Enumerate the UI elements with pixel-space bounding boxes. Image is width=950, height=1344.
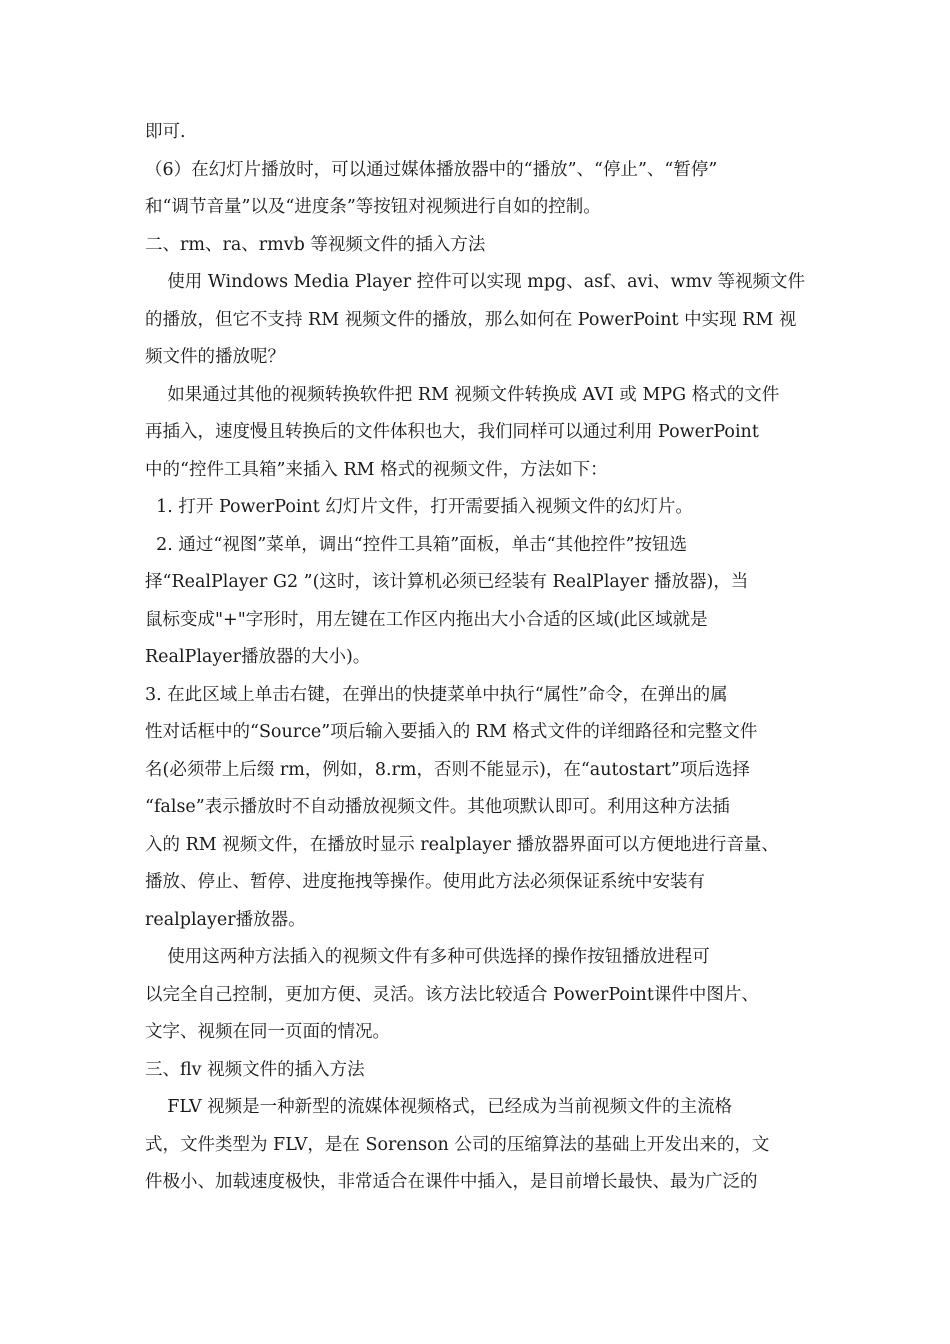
text-line: realplayer播放器。 bbox=[145, 909, 306, 930]
text-line: 播放、停止、暂停、进度拖拽等操作。使用此方法必须保证系统中安装有 bbox=[145, 872, 705, 892]
text-line: 频文件的播放呢？ bbox=[145, 347, 285, 367]
text-line: （6）在幻灯片播放时，可以通过媒体播放器中的“播放”、“停止”、“暂停” bbox=[145, 159, 718, 180]
list-item: 2. 通过“视图”菜单，调出“控件工具箱”面板，单击“其他控件”按钮选 bbox=[145, 534, 688, 555]
list-item: 3. 在此区域上单击右键，在弹出的快捷菜单中执行“属性”命令，在弹出的属 bbox=[145, 684, 728, 705]
text-line: RealPlayer播放器的大小)。 bbox=[145, 647, 371, 667]
section-heading: 三、flv 视频文件的插入方法 bbox=[145, 1059, 365, 1080]
text-line: 使用这两种方法插入的视频文件有多种可供选择的操作按钮播放进程可 bbox=[145, 947, 710, 967]
text-line: 使用 Windows Media Player 控件可以实现 mpg、asf、avi、wmv 等视频文件 bbox=[145, 272, 806, 292]
text-line: 入的 RM 视频文件，在播放时显示 realplayer 播放器界面可以方便地进行音量、 bbox=[145, 834, 779, 855]
text-line: “false”表示播放时不自动播放视频文件。其他项默认即可。利用这种方法插 bbox=[145, 797, 730, 817]
text-line: 和“调节音量”以及“进度条”等按钮对视频进行自如的控制。 bbox=[145, 197, 601, 217]
text-line: 再插入，速度慢且转换后的文件体积也大，我们同样可以通过利用 PowerPoint bbox=[145, 422, 759, 442]
text-line: FLV 视频是一种新型的流媒体视频格式，已经成为当前视频文件的主流格 bbox=[145, 1097, 733, 1117]
text-line: 择“RealPlayer G2 ”(这时，该计算机必须已经装有 RealPlayer 播放器)，当 bbox=[145, 572, 749, 592]
list-item: 1. 打开 PowerPoint 幻灯片文件，打开需要插入视频文件的幻灯片。 bbox=[145, 497, 693, 517]
text-line: 件极小、加载速度极快，非常适合在课件中插入，是目前增长最快、最为广泛的 bbox=[145, 1172, 758, 1192]
document-body bbox=[145, 114, 815, 1202]
section-heading: 二、rm、ra、rmvb 等视频文件的插入方法 bbox=[145, 234, 486, 255]
text-line: 如果通过其他的视频转换软件把 RM 视频文件转换成 AVI 或 MPG 格式的文件 bbox=[145, 384, 780, 405]
text-line: 文字、视频在同一页面的情况。 bbox=[145, 1022, 390, 1042]
text-line: 的播放，但它不支持 RM 视频文件的播放，那么如何在 PowerPoint 中实现 RM 视 bbox=[145, 309, 797, 330]
text-line: 即可. bbox=[145, 122, 186, 142]
text-line: 中的“控件工具箱”来插入 RM 格式的视频文件，方法如下： bbox=[145, 459, 608, 480]
text-line: 名(必须带上后缀 rm，例如，8.rm，否则不能显示)，在“autostart”项后选择 bbox=[145, 759, 750, 780]
text-line: 性对话框中的“Source”项后输入要插入的 RM 格式文件的详细路径和完整文件 bbox=[145, 722, 758, 742]
text-line: 以完全自己控制，更加方便、灵活。该方法比较适合 PowerPoint课件中图片、 bbox=[145, 984, 759, 1005]
text-line: 式，文件类型为 FLV，是在 Sorenson 公司的压缩算法的基础上开发出来的，文 bbox=[145, 1134, 770, 1155]
text-line: 鼠标变成"+"字形时，用左键在工作区内拖出大小合适的区域(此区域就是 bbox=[145, 609, 708, 630]
